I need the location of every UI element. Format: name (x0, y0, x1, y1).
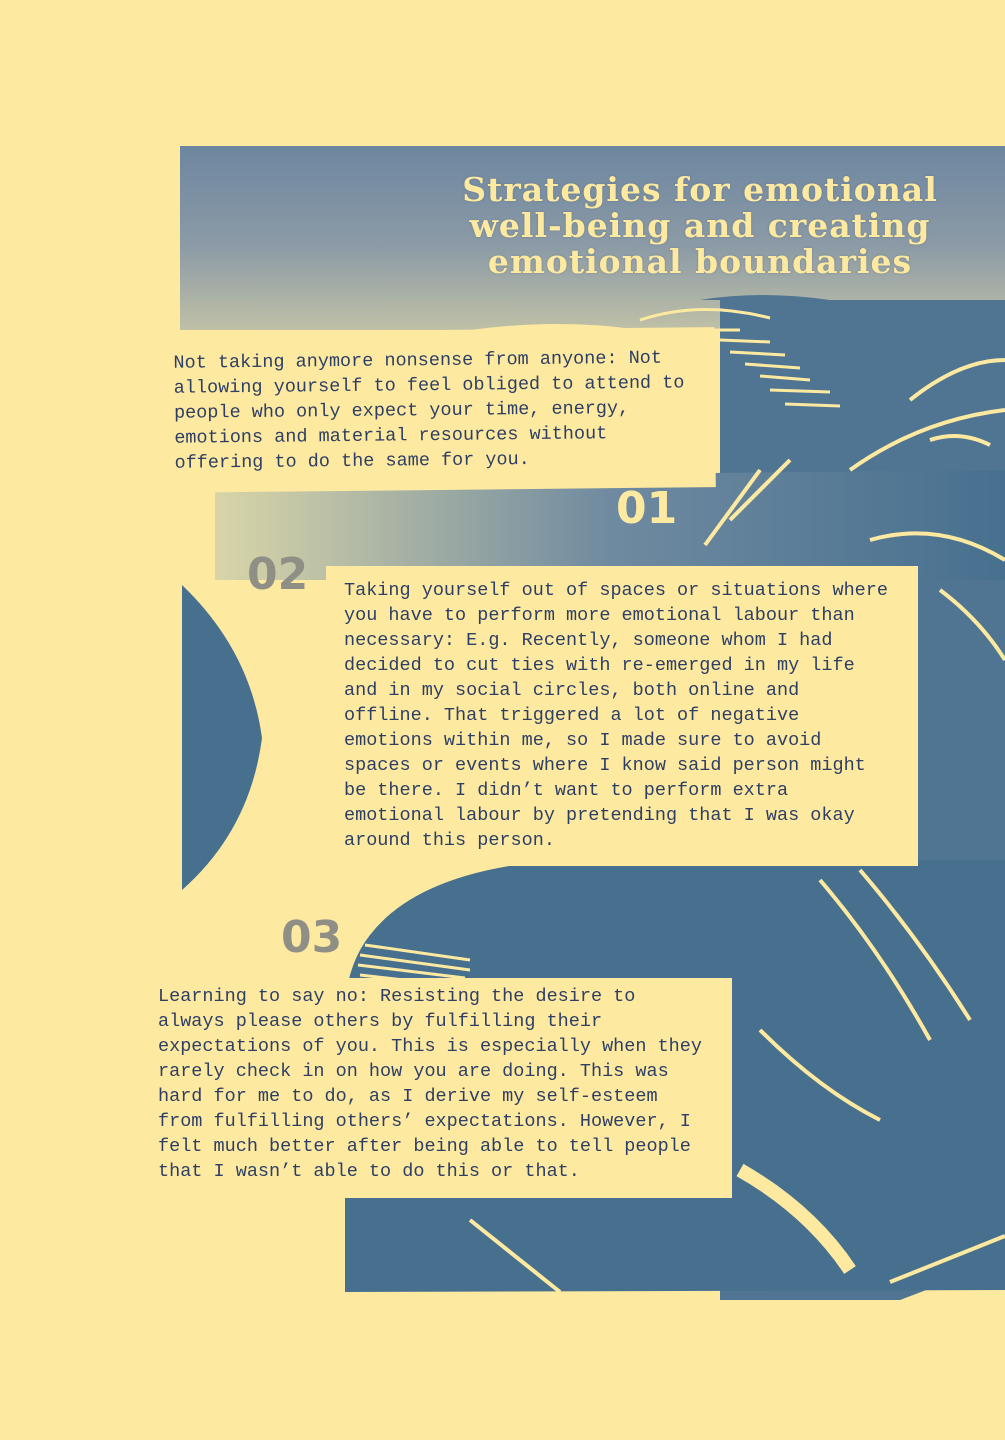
strategy-3-number: 03 (281, 912, 343, 963)
strategy-1-number: 01 (616, 483, 678, 534)
strategy-2-number: 02 (247, 549, 309, 600)
strategy-2-text: Taking yourself out of spaces or situations where you have to perform more emotional labour than necessary: E.g. Recently, someone whom I had decided to cut ties with re-emerged in my life and in my social circles, both online and offline. That triggered a lot of negative emotions within me, so I made sure to avoid spaces or events where I know said person might be there. I didn’t want to perform extra emotional labour by pretending that I was okay around this person. (344, 580, 888, 851)
left-arc-shape (182, 585, 262, 890)
page-title: Strategies for emotional well-being and creating emotional boundaries (462, 170, 938, 281)
strategy-card-3 (140, 978, 732, 1198)
strategy-card-2 (326, 566, 918, 866)
strategy-3-text: Learning to say no: Resisting the desire to always please others by fulfilling their expectations of you. This is especially when they rarely check in on how you are doing. This was hard for me to do, as I derive my self-esteem from fulfilling others’ expectations. However, I felt much better after being able to tell people that I wasn’t able to do this or that. (158, 986, 702, 1182)
strategy-1-text: Not taking anymore nonsense from anyone: Not allowing yourself to feel obliged to attend to people who only expect your time, energy, emotions and material resources without offering to do the same for you. (173, 347, 685, 474)
strategy-card-1 (159, 327, 716, 493)
